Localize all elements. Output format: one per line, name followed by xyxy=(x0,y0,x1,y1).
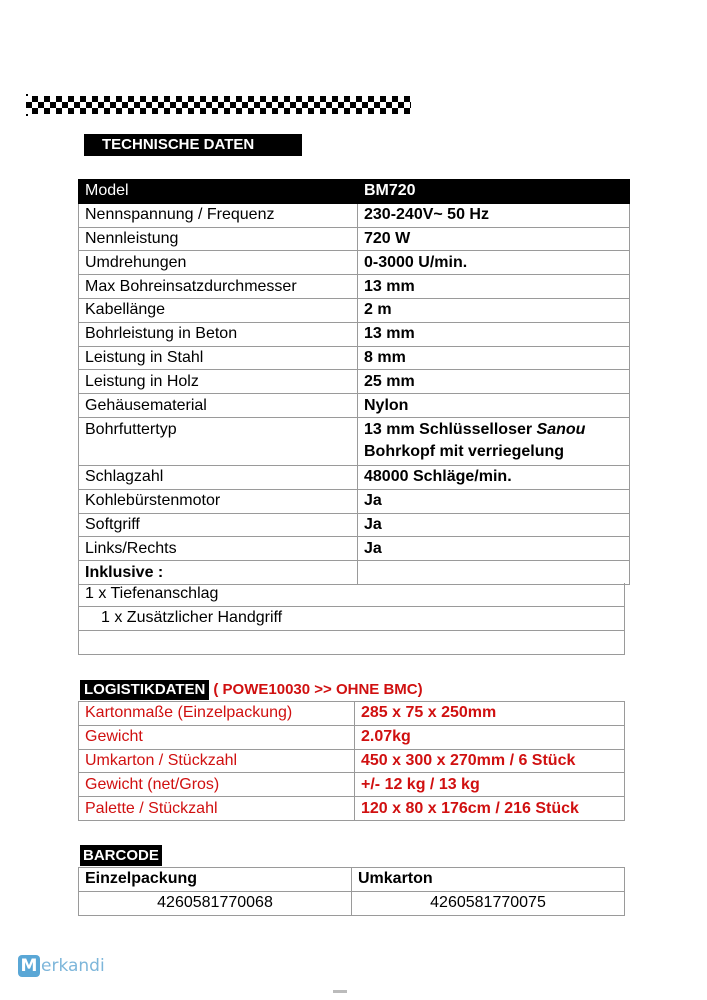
logistics-table xyxy=(78,701,625,821)
barcode-title: BARCODE xyxy=(80,845,162,866)
inklusive-empty-cell xyxy=(358,561,630,585)
table-row-bohrfutter xyxy=(79,417,630,465)
row-value: 285 x 75 x 250mm xyxy=(355,702,625,726)
row-label: Softgriff xyxy=(79,513,358,537)
table-row xyxy=(79,773,625,797)
row-value: 450 x 300 x 270mm / 6 Stück xyxy=(355,749,625,773)
model-label: Model xyxy=(79,180,358,204)
row-label: Umdrehungen xyxy=(79,251,358,275)
table-row xyxy=(79,275,630,299)
row-label: Max Bohreinsatzdurchmesser xyxy=(79,275,358,299)
row-value: Nylon xyxy=(358,394,630,418)
inklusive-item: 1 x Zusätzlicher Handgriff xyxy=(78,607,625,631)
table-header-row xyxy=(79,180,630,204)
row-value: 120 x 80 x 176cm / 216 Stück xyxy=(355,797,625,821)
table-row xyxy=(79,702,625,726)
logistikdaten-subtitle: ( POWE10030 >> OHNE BMC) xyxy=(213,681,423,698)
inklusive-item: 1 x Tiefenanschlag xyxy=(78,583,625,607)
row-value: 13 mm xyxy=(358,322,630,346)
row-label: Kohlebürstenmotor xyxy=(79,489,358,513)
table-row xyxy=(79,513,630,537)
barcode-col-einzel: Einzelpackung xyxy=(79,868,352,892)
bohrfutter-value-part1: 13 mm Schlüsselloser xyxy=(364,420,537,438)
barcode-table xyxy=(78,867,625,916)
barcode-value-row xyxy=(79,891,625,915)
row-label: Kabellänge xyxy=(79,298,358,322)
row-label: Gehäusematerial xyxy=(79,394,358,418)
row-value: 0-3000 U/min. xyxy=(358,251,630,275)
barcode-value-einzel: 4260581770068 xyxy=(79,891,352,915)
row-label: Bohrleistung in Beton xyxy=(79,322,358,346)
table-row xyxy=(79,394,630,418)
row-value: +/- 12 kg / 13 kg xyxy=(355,773,625,797)
table-row xyxy=(79,489,630,513)
row-value: 48000 Schläge/min. xyxy=(358,465,630,489)
row-value: Ja xyxy=(358,489,630,513)
barcode-value-umkarton: 4260581770075 xyxy=(352,891,625,915)
table-row xyxy=(79,203,630,227)
row-value: 720 W xyxy=(358,227,630,251)
row-label: Gewicht (net/Gros) xyxy=(79,773,355,797)
checkered-divider xyxy=(26,96,411,114)
table-row xyxy=(79,298,630,322)
row-label: Bohrfuttertyp xyxy=(79,417,358,465)
barcode-header-row xyxy=(79,868,625,892)
bohrfutter-value-part2: Bohrkopf mit verriegelung xyxy=(364,442,565,460)
bohrfutter-value-brand: Sanou xyxy=(536,420,586,438)
merkandi-watermark xyxy=(18,955,105,977)
row-label: Palette / Stückzahl xyxy=(79,797,355,821)
row-label: Gewicht xyxy=(79,725,355,749)
table-row xyxy=(79,465,630,489)
inklusive-label: Inklusive : xyxy=(79,561,358,585)
table-row xyxy=(79,251,630,275)
row-value: 230-240V~ 50 Hz xyxy=(358,203,630,227)
table-row xyxy=(79,797,625,821)
technical-data-table xyxy=(78,179,630,585)
row-label: Nennspannung / Frequenz xyxy=(79,203,358,227)
row-value: Ja xyxy=(358,537,630,561)
row-value: 2 m xyxy=(358,298,630,322)
table-row xyxy=(79,322,630,346)
table-row xyxy=(79,227,630,251)
row-label: Leistung in Stahl xyxy=(79,346,358,370)
logistikdaten-heading xyxy=(80,680,423,700)
footer-mark xyxy=(333,990,347,993)
row-label: Links/Rechts xyxy=(79,537,358,561)
inklusive-empty-row xyxy=(78,631,625,655)
row-label: Nennleistung xyxy=(79,227,358,251)
table-row xyxy=(79,749,625,773)
row-value: 13 mm xyxy=(358,275,630,299)
row-label: Kartonmaße (Einzelpackung) xyxy=(79,702,355,726)
barcode-col-umkarton: Umkarton xyxy=(352,868,625,892)
table-row xyxy=(79,370,630,394)
table-row xyxy=(79,725,625,749)
table-row-inklusive xyxy=(79,561,630,585)
row-label: Schlagzahl xyxy=(79,465,358,489)
row-value: 25 mm xyxy=(358,370,630,394)
technische-daten-title: TECHNISCHE DATEN xyxy=(84,134,302,156)
row-label: Leistung in Holz xyxy=(79,370,358,394)
table-row xyxy=(79,537,630,561)
merkandi-logo-icon: M xyxy=(18,955,40,977)
row-value: 8 mm xyxy=(358,346,630,370)
row-label: Umkarton / Stückzahl xyxy=(79,749,355,773)
merkandi-logo-text: erkandi xyxy=(41,956,105,976)
model-value: BM720 xyxy=(358,180,630,204)
row-value: 2.07kg xyxy=(355,725,625,749)
logistikdaten-title: LOGISTIKDATEN xyxy=(80,680,209,700)
row-value: Ja xyxy=(358,513,630,537)
row-value-bohrfutter xyxy=(358,417,630,465)
table-row xyxy=(79,346,630,370)
